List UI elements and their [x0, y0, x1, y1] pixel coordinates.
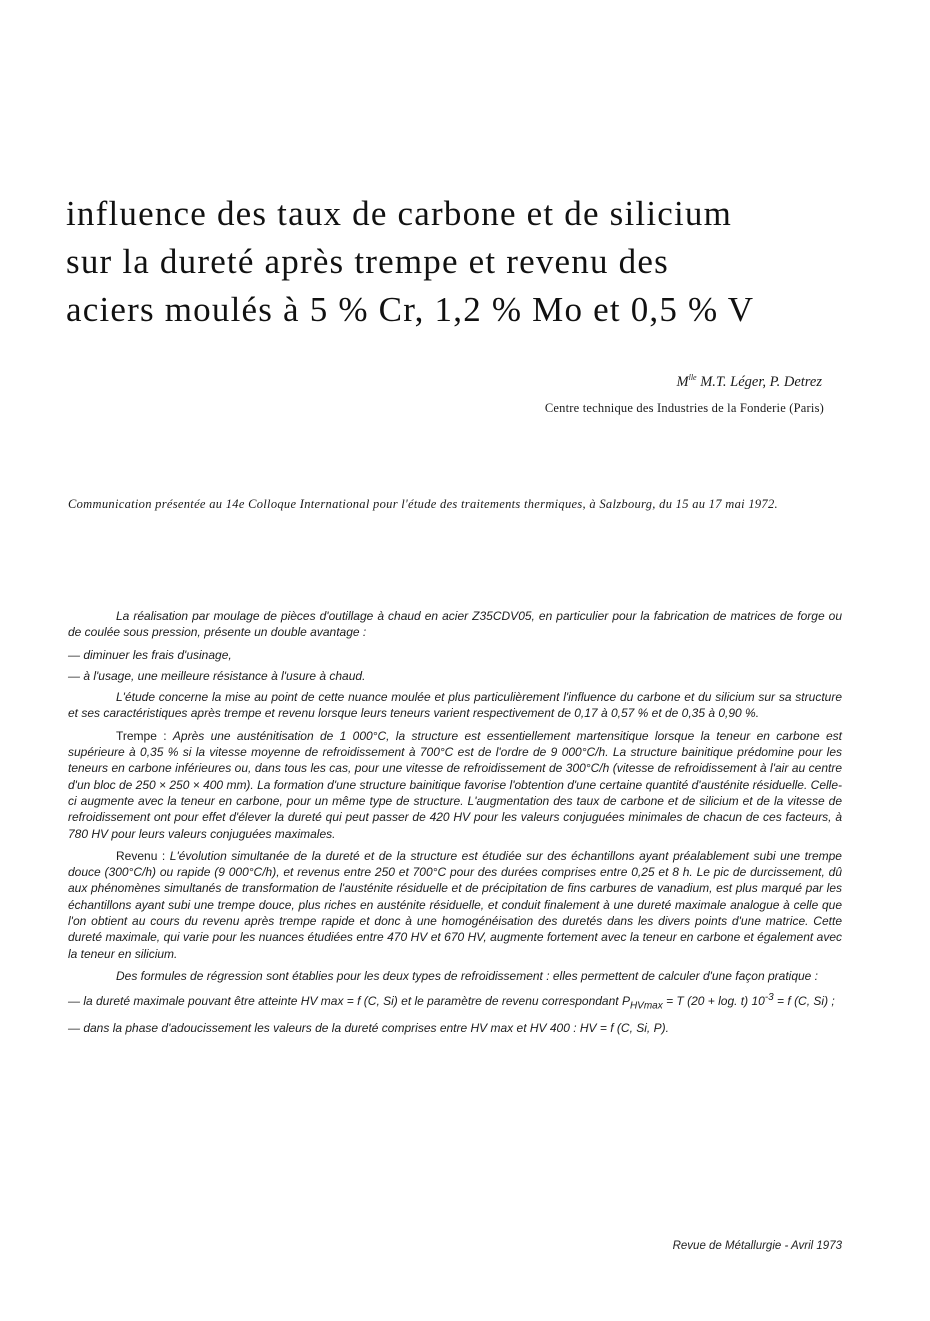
bullet-formula	[68, 990, 842, 1015]
title-line-2: sur la dureté après trempe et revenu des	[66, 242, 669, 281]
bullet-item: — diminuer les frais d'usinage,	[68, 647, 232, 662]
formula-text-c: = f (C, Si) ;	[773, 994, 835, 1009]
formula-text-a: — la dureté maximale pouvant être atteinte HV max = f (C, Si) et le paramètre de revenu correspondant P	[68, 994, 630, 1009]
affiliation: Centre technique des Industries de la Fonderie (Paris)	[544, 401, 824, 415]
author-prefix: M	[676, 373, 689, 390]
formula-superscript: -3	[764, 992, 774, 1004]
section-lead-revenu: Revenu :	[116, 848, 170, 863]
bullet-item: — dans la phase d'adoucissement les valeurs de la dureté comprises entre HV max et HV 400 : HV = f (C, Si, P).	[68, 1020, 669, 1035]
authors	[677, 373, 823, 391]
paragraph-study: L'étude concerne la mise au point de cette nuance moulée et plus particulièrement l'influence du carbone et du silicium sur sa structure et ses caractéristiques après trempe et revenu lorsque leurs teneurs varient respectivement de 0,17 à 0,57 % et de 0,35 à 0,90 %.	[68, 690, 842, 721]
article-title	[66, 190, 866, 334]
formula-subscript: HVmax	[629, 1000, 663, 1012]
journal-footer: Revue de Métallurgie - Avril 1973	[672, 1240, 842, 1252]
author-prefix-sup: lle	[688, 373, 697, 382]
paragraph-trempe	[68, 728, 842, 842]
paragraph-intro: La réalisation par moulage de pièces d'outillage à chaud en acier Z35CDV05, en particulier pour la fabrication de matrices de forge ou de coulée sous pression, présente un double avantage :	[68, 609, 842, 640]
title-line-1: influence des taux de carbone et de silicium	[66, 194, 733, 233]
bullet-item: — à l'usage, une meilleure résistance à l'usure à chaud.	[68, 668, 366, 683]
communication-note: Communication présentée au 14e Colloque International pour l'étude des traitements thermiques, à Salzbourg, du 15 au 17 mai 1972.	[68, 497, 778, 511]
paragraph-formulas: Des formules de régression sont établies pour les deux types de refroidissement : elles permettent de calculer d'une façon pratique :	[116, 968, 819, 983]
title-line-3: aciers moulés à 5 % Cr, 1,2 % Mo et 0,5 % V	[66, 290, 755, 329]
formula-text-b: = T (20 + log. t) 10	[662, 994, 765, 1009]
paragraph-revenu	[68, 848, 842, 962]
paragraph-trempe-text: Après une austénitisation de 1 000°C, la structure est essentiellement martensitique lorsque la teneur en carbone est supérieure à 0,35 % si la vitesse moyenne de refroidissement à 700°C est de l'ordre de 9 000°C/h. La structure bainitique prédomine pour les teneurs en carbone inférieures ou, dans tous les cas, pour une vitesse de refroidissement de 300°C/h (vitesse de refroidissement à l'air au centre d'un bloc de 250 × 250 × 400 mm). La formation d'une structure bainitique favorise l'obtention d'une certaine quantité d'austénite résiduelle. Celle-ci augmente avec la teneur en carbone, pour un même type de structure. L'augmentation des taux de carbone et de silicium et de la vitesse de refroidissement ont pour effet d'élever la dureté qui peut passer de 420 HV pour les valeurs conjuguées minimales de chacun de ces facteurs, à 780 HV pour leurs valeurs conjuguées maximales.	[68, 728, 842, 841]
section-lead-trempe: Trempe :	[116, 728, 173, 743]
paragraph-revenu-text: L'évolution simultanée de la dureté et de la structure est étudiée sur des échantillons ayant préalablement subi une trempe douce (300°C/h) ou rapide (9 000°C/h), et revenus entre 250 et 700°C pour des durées comprises entre 0,25 et 8 h. Le pic de durcissement, dû aux phénomènes simultanés de transformation de l'austénite résiduelle et de précipitation de fins carbures de vanadium, est plus marqué par les échantillons ayant subi une trempe douce, plus riches en austénite résiduelle, et conduit finalement à une dureté maximale analogue à celle que l'on obtient au cours du revenu après trempe rapide et donc à une homogénéisation des duretés dans les divers points d'une matrice. Cette dureté maximale, qui varie pour les nuances étudiées entre 470 HV et 670 HV, augmente fortement avec la teneur en carbone et également avec la teneur en silicium.	[68, 848, 842, 961]
abstract-body	[68, 608, 842, 1041]
author-names: M.T. Léger, P. Detrez	[696, 373, 822, 390]
